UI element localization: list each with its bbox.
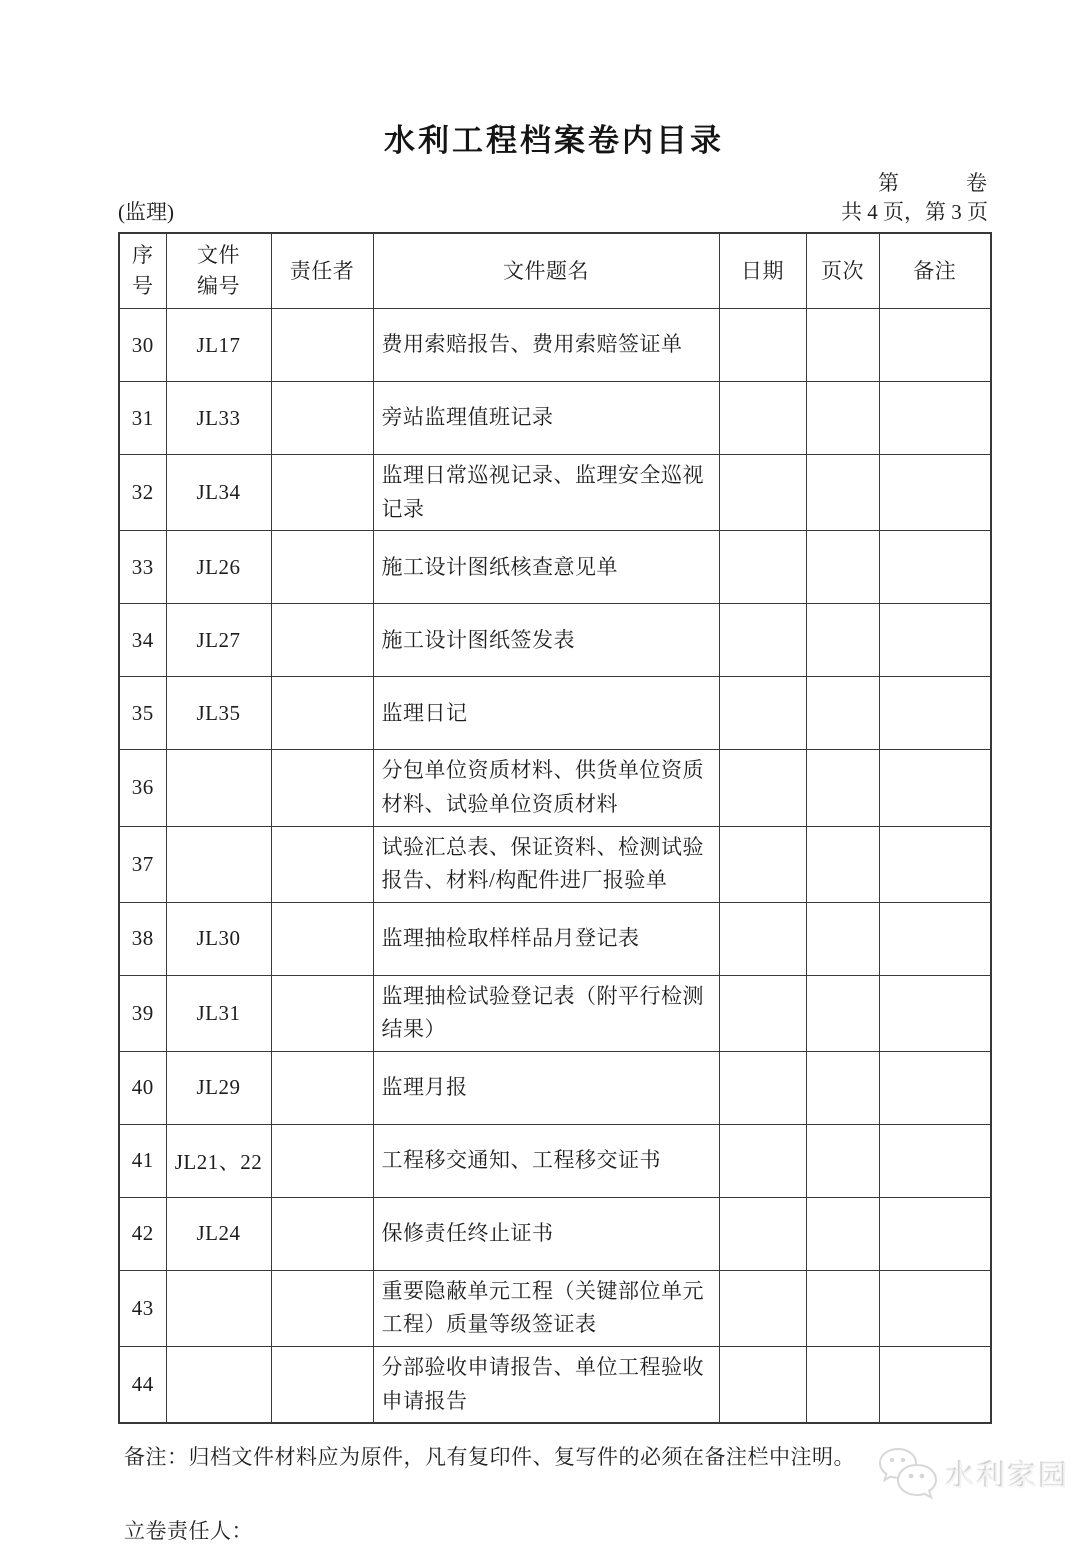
- cell-code: JL30: [166, 902, 271, 975]
- cell-code: JL27: [166, 604, 271, 677]
- document-content: [118, 0, 990, 1545]
- cell-remark: [879, 1270, 991, 1346]
- table-row: [119, 455, 991, 531]
- table-row: [119, 382, 991, 455]
- cell-seq: 35: [119, 677, 166, 750]
- cell-responsible: [271, 1270, 373, 1346]
- cell-responsible: [271, 309, 373, 382]
- table-row: [119, 975, 991, 1051]
- cell-code: JL26: [166, 531, 271, 604]
- cell-code: [166, 1347, 271, 1424]
- cell-title: 重要隐蔽单元工程（关键部位单元工程）质量等级签证表: [373, 1270, 719, 1346]
- cell-page: [806, 750, 879, 826]
- cell-code: [166, 1270, 271, 1346]
- watermark: [876, 1445, 1070, 1503]
- cell-seq: 37: [119, 826, 166, 902]
- cell-remark: [879, 826, 991, 902]
- cell-remark: [879, 531, 991, 604]
- table-row: [119, 1197, 991, 1270]
- column-header-page: 页次: [806, 233, 879, 309]
- cell-remark: [879, 750, 991, 826]
- cell-code: JL21、22: [166, 1124, 271, 1197]
- cell-code: JL31: [166, 975, 271, 1051]
- cell-remark: [879, 1051, 991, 1124]
- cell-page: [806, 677, 879, 750]
- cell-responsible: [271, 455, 373, 531]
- cell-date: [719, 531, 806, 604]
- cell-seq: 38: [119, 902, 166, 975]
- table-row: [119, 604, 991, 677]
- cell-date: [719, 1270, 806, 1346]
- cell-date: [719, 604, 806, 677]
- cell-date: [719, 382, 806, 455]
- cell-page: [806, 975, 879, 1051]
- filer-label: 立卷责任人：: [124, 1519, 253, 1544]
- cell-seq: 36: [119, 750, 166, 826]
- column-header-remark: 备注: [879, 233, 991, 309]
- cell-title: 监理月报: [373, 1051, 719, 1124]
- table-row: [119, 826, 991, 902]
- cell-seq: 40: [119, 1051, 166, 1124]
- cell-title: 施工设计图纸签发表: [373, 604, 719, 677]
- category-label: (监理): [118, 199, 174, 224]
- cell-date: [719, 1197, 806, 1270]
- cell-page: [806, 1347, 879, 1424]
- cell-code: [166, 826, 271, 902]
- cell-responsible: [271, 677, 373, 750]
- cell-page: [806, 382, 879, 455]
- cell-page: [806, 1197, 879, 1270]
- table-row: [119, 531, 991, 604]
- wechat-chat-bubbles-icon: [876, 1445, 940, 1503]
- cell-title: 费用索赔报告、费用索赔签证单: [373, 309, 719, 382]
- page-title: 水利工程档案卷内目录: [384, 123, 724, 158]
- cell-page: [806, 604, 879, 677]
- cell-title: 监理日常巡视记录、监理安全巡视记录: [373, 455, 719, 531]
- cell-title: 监理日记: [373, 677, 719, 750]
- cell-remark: [879, 1124, 991, 1197]
- cell-page: [806, 309, 879, 382]
- cell-code: JL29: [166, 1051, 271, 1124]
- cell-title: 监理抽检取样样品月登记表: [373, 902, 719, 975]
- cell-remark: [879, 902, 991, 975]
- cell-date: [719, 677, 806, 750]
- cell-seq: 33: [119, 531, 166, 604]
- column-header-code: 文件编号: [166, 233, 271, 309]
- cell-seq: 30: [119, 309, 166, 382]
- cell-page: [806, 826, 879, 902]
- cell-responsible: [271, 1051, 373, 1124]
- cell-date: [719, 975, 806, 1051]
- cell-responsible: [271, 1197, 373, 1270]
- cell-page: [806, 902, 879, 975]
- cell-responsible: [271, 902, 373, 975]
- cell-title: 分包单位资质材料、供货单位资质材料、试验单位资质材料: [373, 750, 719, 826]
- cell-seq: 31: [119, 382, 166, 455]
- catalog-table: [118, 232, 992, 1424]
- cell-responsible: [271, 531, 373, 604]
- cell-title: 工程移交通知、工程移交证书: [373, 1124, 719, 1197]
- cell-title: 保修责任终止证书: [373, 1197, 719, 1270]
- cell-page: [806, 455, 879, 531]
- table-row: [119, 902, 991, 975]
- cell-remark: [879, 604, 991, 677]
- meta-row: [118, 200, 990, 225]
- cell-title: 监理抽检试验登记表（附平行检测结果）: [373, 975, 719, 1051]
- cell-seq: 34: [119, 604, 166, 677]
- cell-remark: [879, 1347, 991, 1424]
- cell-date: [719, 902, 806, 975]
- cell-seq: 32: [119, 455, 166, 531]
- column-header-title: 文件题名: [373, 233, 719, 309]
- cell-remark: [879, 309, 991, 382]
- table-row: [119, 1051, 991, 1124]
- cell-page: [806, 531, 879, 604]
- cell-date: [719, 1051, 806, 1124]
- cell-responsible: [271, 1347, 373, 1424]
- cell-code: [166, 750, 271, 826]
- cell-responsible: [271, 604, 373, 677]
- cell-date: [719, 750, 806, 826]
- cell-page: [806, 1051, 879, 1124]
- cell-date: [719, 1347, 806, 1424]
- table-row: [119, 309, 991, 382]
- cell-responsible: [271, 975, 373, 1051]
- table-row: [119, 1347, 991, 1424]
- cell-date: [719, 1124, 806, 1197]
- cell-responsible: [271, 382, 373, 455]
- table-row: [119, 677, 991, 750]
- cell-date: [719, 455, 806, 531]
- table-row: [119, 1124, 991, 1197]
- cell-code: JL34: [166, 455, 271, 531]
- cell-title: 试验汇总表、保证资料、检测试验报告、材料/构配件进厂报验单: [373, 826, 719, 902]
- cell-title: 旁站监理值班记录: [373, 382, 719, 455]
- cell-responsible: [271, 826, 373, 902]
- cell-date: [719, 309, 806, 382]
- cell-seq: 41: [119, 1124, 166, 1197]
- cell-code: JL35: [166, 677, 271, 750]
- cell-code: JL33: [166, 382, 271, 455]
- cell-code: JL24: [166, 1197, 271, 1270]
- column-header-date: 日期: [719, 233, 806, 309]
- cell-remark: [879, 1197, 991, 1270]
- cell-page: [806, 1270, 879, 1346]
- cell-seq: 39: [119, 975, 166, 1051]
- cell-seq: 42: [119, 1197, 166, 1270]
- cell-remark: [879, 455, 991, 531]
- column-header-seq: 序号: [119, 233, 166, 309]
- cell-remark: [879, 677, 991, 750]
- cell-responsible: [271, 750, 373, 826]
- header-row: [119, 233, 991, 309]
- cell-remark: [879, 975, 991, 1051]
- cell-page: [806, 1124, 879, 1197]
- table-row: [119, 1270, 991, 1346]
- cell-title: 施工设计图纸核查意见单: [373, 531, 719, 604]
- cell-seq: 44: [119, 1347, 166, 1424]
- cell-date: [719, 826, 806, 902]
- cell-seq: 43: [119, 1270, 166, 1346]
- cell-remark: [879, 382, 991, 455]
- volume-label: 第 卷: [878, 170, 988, 195]
- pages-label: 共 4 页，第 3 页: [841, 199, 988, 224]
- cell-code: JL17: [166, 309, 271, 382]
- table-row: [119, 750, 991, 826]
- cell-responsible: [271, 1124, 373, 1197]
- note-text: 备注：归档文件材料应为原件，凡有复印件、复写件的必须在备注栏中注明。: [124, 1445, 855, 1470]
- column-header-responsible: 责任者: [271, 233, 373, 309]
- watermark-text: 水利家园: [945, 1460, 1070, 1493]
- cell-title: 分部验收申请报告、单位工程验收申请报告: [373, 1347, 719, 1424]
